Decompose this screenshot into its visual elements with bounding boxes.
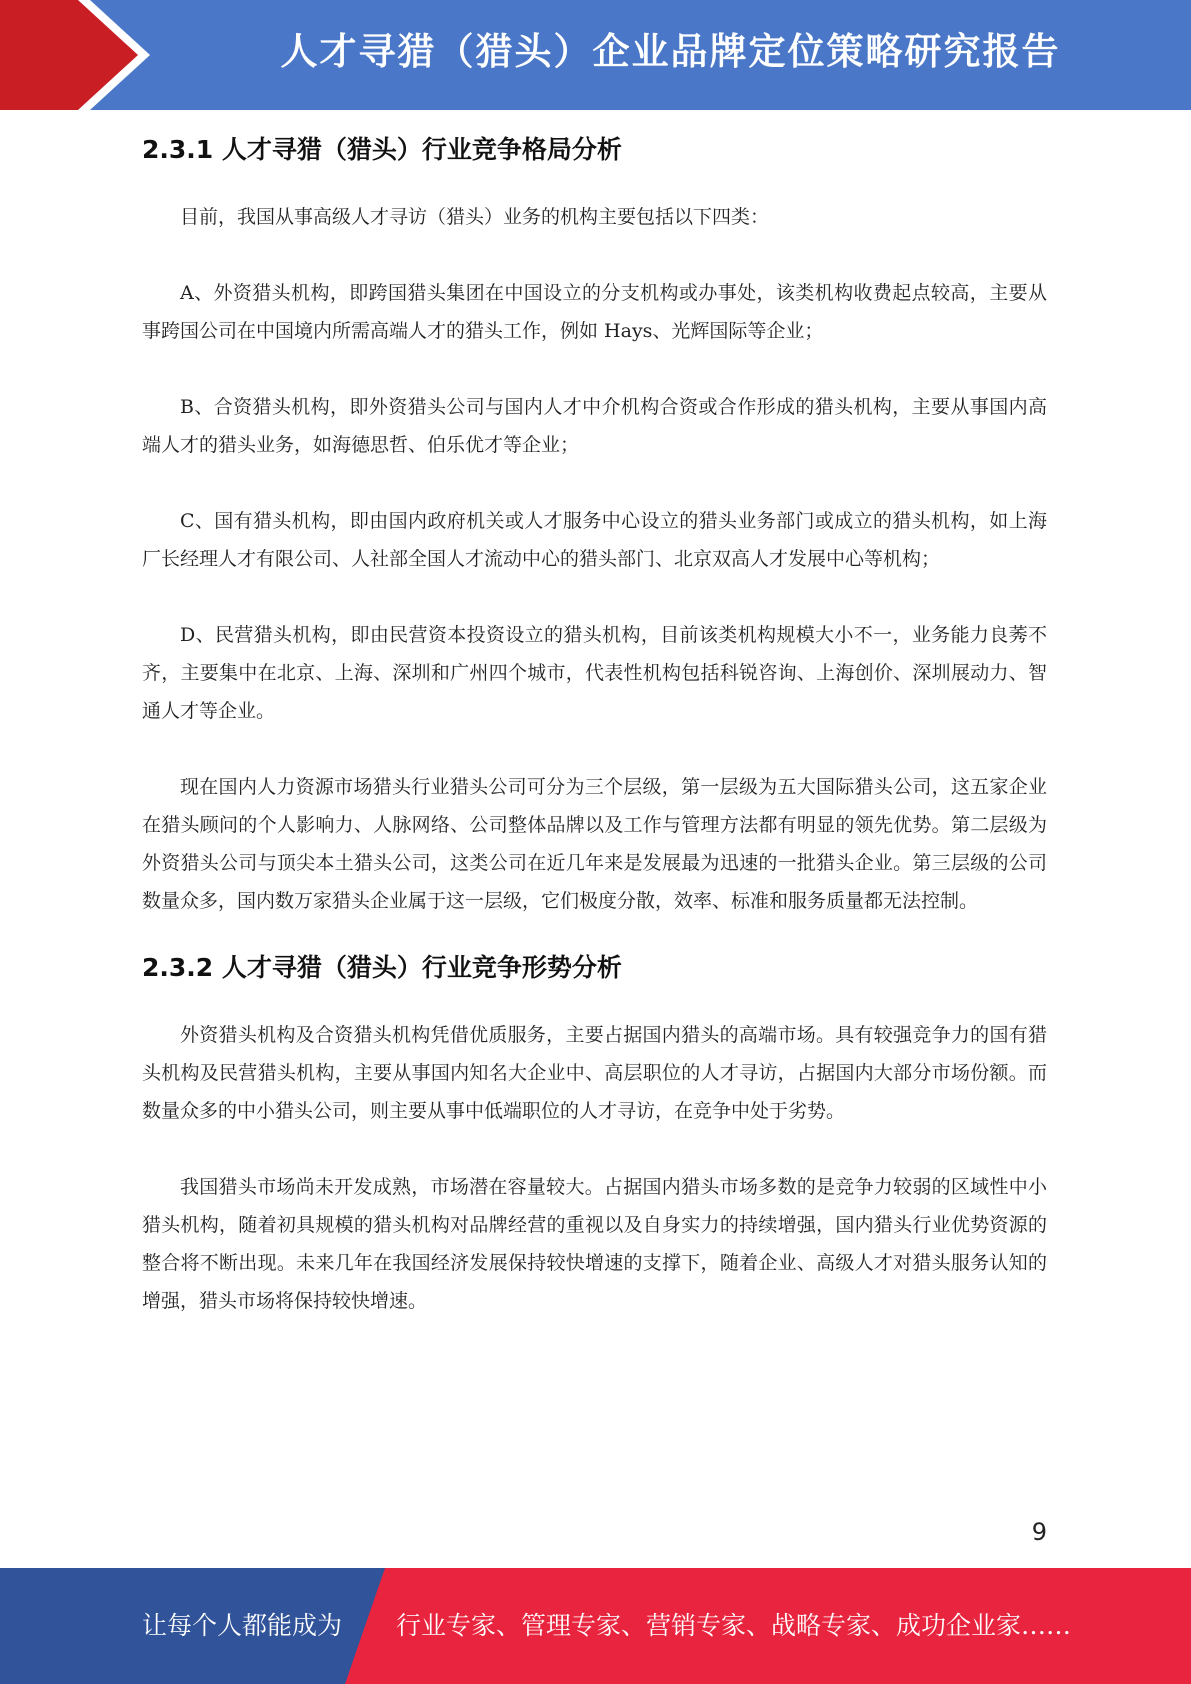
- header-banner: [0, 0, 1191, 110]
- header-arrow-icon: [0, 0, 160, 110]
- paragraph: 现在国内人力资源市场猎头行业猎头公司可分为三个层级，第一层级为五大国际猎头公司，这五家企业在猎头顾问的个人影响力、人脉网络、公司整体品牌以及工作与管理方法都有明显的领先优势。第二层级为外资猎头公司与顶尖本土猎头公司，这类公司在近几年来是发展最为迅速的一批猎头企业。第三层级的公司数量众多，国内数万家猎头企业属于这一层级，它们极度分散，效率、标准和服务质量都无法控制。: [142, 776, 1047, 912]
- page-number: 9: [1031, 1518, 1047, 1546]
- report-title: 人才寻猎（猎头）企业品牌定位策略研究报告: [280, 30, 1061, 73]
- paragraph: B、合资猎头机构，即外资猎头公司与国内人才中介机构合资或合作形成的猎头机构，主要从事国内高端人才的猎头业务，如海德思哲、伯乐优才等企业；: [142, 396, 1047, 456]
- page-content: [142, 130, 1047, 1320]
- paragraph: 我国猎头市场尚未开发成熟，市场潜在容量较大。占据国内猎头市场多数的是竞争力较弱的区域性中小猎头机构，随着初具规模的猎头机构对品牌经营的重视以及自身实力的持续增强，国内猎头行业优势资源的整合将不断出现。未来几年在我国经济发展保持较快增速的支撑下，随着企业、高级人才对猎头服务认知的增强，猎头市场将保持较快增速。: [142, 1176, 1047, 1312]
- paragraph: A、外资猎头机构，即跨国猎头集团在中国设立的分支机构或办事处，该类机构收费起点较高，主要从事跨国公司在中国境内所需高端人才的猎头工作，例如 Hays、光辉国际等企业；: [142, 282, 1047, 342]
- section-heading-2-3-1: 2.3.1 人才寻猎（猎头）行业竞争格局分析: [142, 135, 622, 164]
- section-heading-2-3-2: 2.3.2 人才寻猎（猎头）行业竞争形势分析: [142, 953, 622, 982]
- footer-banner: [0, 1568, 1191, 1684]
- footer-slogan-left: 让每个人都能成为: [142, 1611, 343, 1640]
- footer-slogan-right: 行业专家、管理专家、营销专家、战略专家、成功企业家……: [396, 1611, 1072, 1640]
- paragraph: 外资猎头机构及合资猎头机构凭借优质服务，主要占据国内猎头的高端市场。具有较强竞争力的国有猎头机构及民营猎头机构，主要从事国内知名大企业中、高层职位的人才寻访，占据国内大部分市场份额。而数量众多的中小猎头公司，则主要从事中低端职位的人才寻访，在竞争中处于劣势。: [142, 1024, 1047, 1122]
- paragraph: D、民营猎头机构，即由民营资本投资设立的猎头机构，目前该类机构规模大小不一，业务能力良莠不齐，主要集中在北京、上海、深圳和广州四个城市，代表性机构包括科锐咨询、上海创价、深圳展动力、智通人才等企业。: [142, 624, 1047, 722]
- paragraph: 目前，我国从事高级人才寻访（猎头）业务的机构主要包括以下四类：: [180, 206, 770, 228]
- paragraph: C、国有猎头机构，即由国内政府机关或人才服务中心设立的猎头业务部门或成立的猎头机构，如上海厂长经理人才有限公司、人社部全国人才流动中心的猎头部门、北京双高人才发展中心等机构；: [142, 510, 1047, 570]
